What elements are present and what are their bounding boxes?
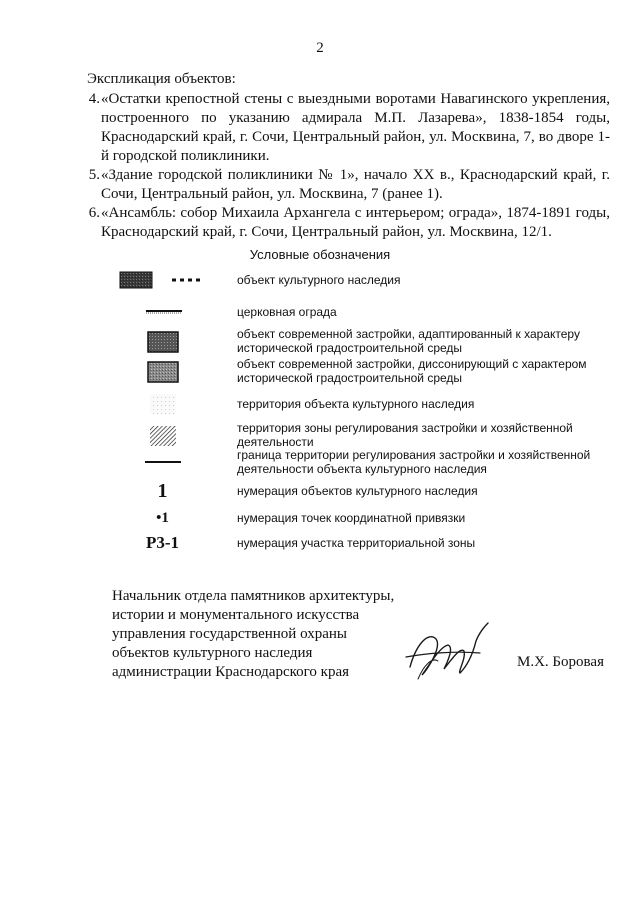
- zone-boundary-icon: [100, 446, 225, 478]
- signatory-name: М.Х. Боровая: [517, 654, 604, 670]
- legend-label: церковная ограда: [237, 305, 337, 319]
- legend-label: нумерация объектов культурного наследия: [237, 484, 478, 498]
- item-text: «Остатки крепостной стены с выездными воротами Навагинского укрепления, построенного по указанию адмирала М.П. Лазарева», 1838-1854 годы, Краснодарский край, г. Сочи, Центральный район, ул. Москвина, 7, во дворе 1-й городской поликлиники.: [101, 91, 610, 164]
- signature-line: управления государственной охраны: [112, 626, 347, 642]
- zone-section-symbol: [100, 527, 225, 559]
- legend-label: нумерация точек координатной привязки: [237, 511, 466, 525]
- church-fence-symbol: [100, 296, 225, 328]
- item-number: 4.: [88, 91, 100, 107]
- item-number: 5.: [88, 167, 100, 183]
- item-text: «Здание городской поликлиники № 1», начало XX в., Краснодарский край, г. Сочи, Центральный район, ул. Москвина, 7 (ранее 1).: [101, 167, 610, 202]
- legend-title: Условные обозначения: [249, 247, 391, 262]
- signature-line: администрации Краснодарского края: [112, 664, 350, 680]
- item-number: 6.: [88, 205, 100, 221]
- page-number: 2: [316, 40, 324, 56]
- legend-label: объект современной застройки, адаптированный к характеру исторической градостроительной среды: [237, 327, 580, 355]
- heritage-object-icon: [100, 264, 225, 296]
- heritage-territory-icon: [100, 388, 225, 420]
- zone-section-sample: Р3-1: [145, 533, 180, 552]
- signature-block: [112, 587, 412, 682]
- explication-item-6: [70, 204, 610, 242]
- modern-dissonant-symbol: [100, 356, 225, 388]
- legend-label: граница территории регулирования застройки и хозяйственной деятельности объекта культурного наследия: [237, 448, 591, 476]
- explication-title: Экспликация объектов:: [87, 71, 236, 87]
- zone-boundary-symbol: [100, 446, 225, 478]
- heritage-object-symbol: [100, 264, 225, 296]
- explication-item-4: [70, 90, 610, 166]
- church-fence-icon: [100, 296, 225, 328]
- legend-label: объект культурного наследия: [237, 273, 401, 287]
- point-number-sample: •1: [156, 509, 169, 526]
- item-text: «Ансамбль: собор Михаила Архангела с интерьером; ограда», 1874-1891 годы, Краснодарский край, г. Сочи, Центральный район, ул. Москвина, 12/1.: [101, 205, 610, 240]
- legend-label: объект современной застройки, диссонирующий с характером исторической градостроительной среды: [237, 357, 587, 385]
- object-number-sample: 1: [157, 479, 168, 502]
- modern-adapted-symbol: [100, 326, 225, 358]
- legend-label: территория объекта культурного наследия: [237, 397, 475, 411]
- signature-line: Начальник отдела памятников архитектуры,: [112, 588, 395, 604]
- legend-label: территория зоны регулирования застройки и хозяйственной деятельности: [237, 421, 573, 449]
- modern-dissonant-icon: [100, 356, 225, 388]
- signature-line: объектов культурного наследия: [112, 645, 313, 661]
- modern-adapted-icon: [100, 326, 225, 358]
- heritage-territory-symbol: [100, 388, 225, 420]
- signature-icon: [398, 617, 493, 687]
- signature-line: истории и монументального искусства: [112, 607, 360, 623]
- explication-item-5: [70, 166, 610, 204]
- handwritten-signature: [398, 617, 493, 692]
- legend-label: нумерация участка территориальной зоны: [237, 536, 476, 550]
